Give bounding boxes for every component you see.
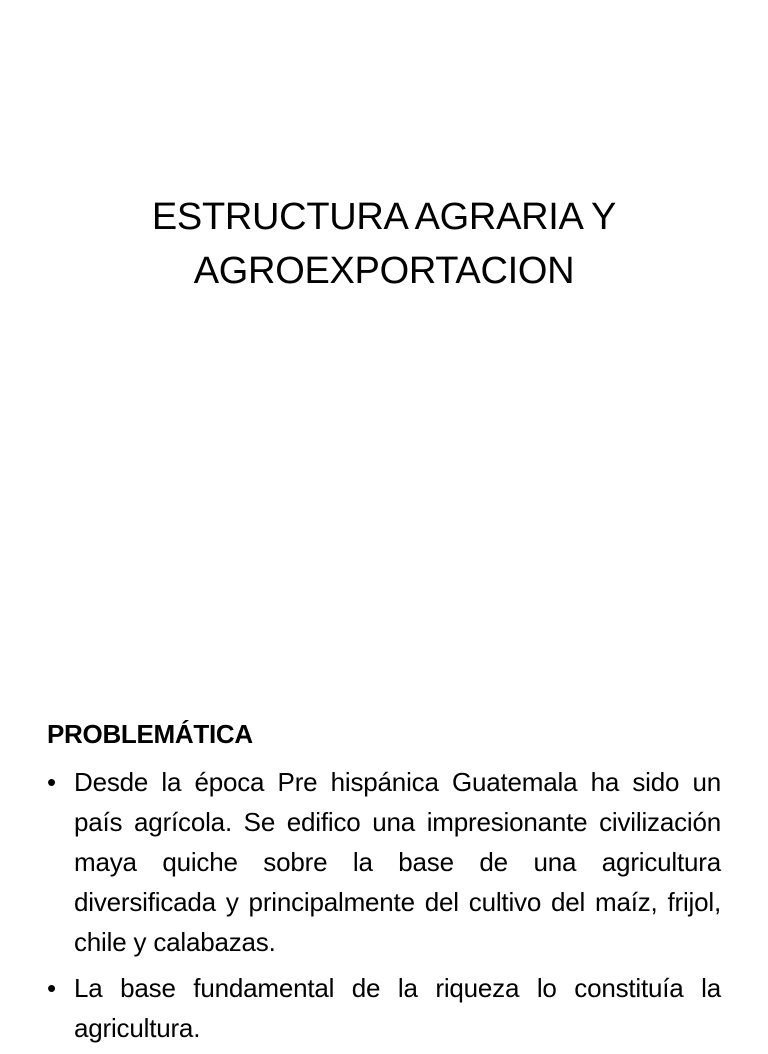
bullet-text: La base fundamental de la riqueza lo constituía la agricultura.: [74, 973, 721, 1043]
title-line-1: ESTRUCTURA AGRARIA Y: [151, 196, 617, 238]
section-heading: PROBLEMÁTICA: [47, 719, 253, 749]
title-line-2: AGROEXPORTACION: [193, 250, 575, 292]
content-slide: [0, 700, 768, 1043]
slide-title: [0, 190, 768, 298]
bullet-item-2: [47, 968, 721, 1048]
bullet-text: Desde la época Pre hispánica Guatemala ha sido un país agrícola. Se edifico una impresionante civilización maya quiche sobre la base de una agricultura diversificada y principalmente del cultivo del maíz, frijol, chile y calabazas.: [74, 767, 721, 957]
bullet-icon: •: [47, 973, 56, 1003]
bullet-list: [47, 762, 721, 1054]
bullet-icon: •: [47, 767, 56, 797]
bullet-item-1: [47, 762, 721, 962]
